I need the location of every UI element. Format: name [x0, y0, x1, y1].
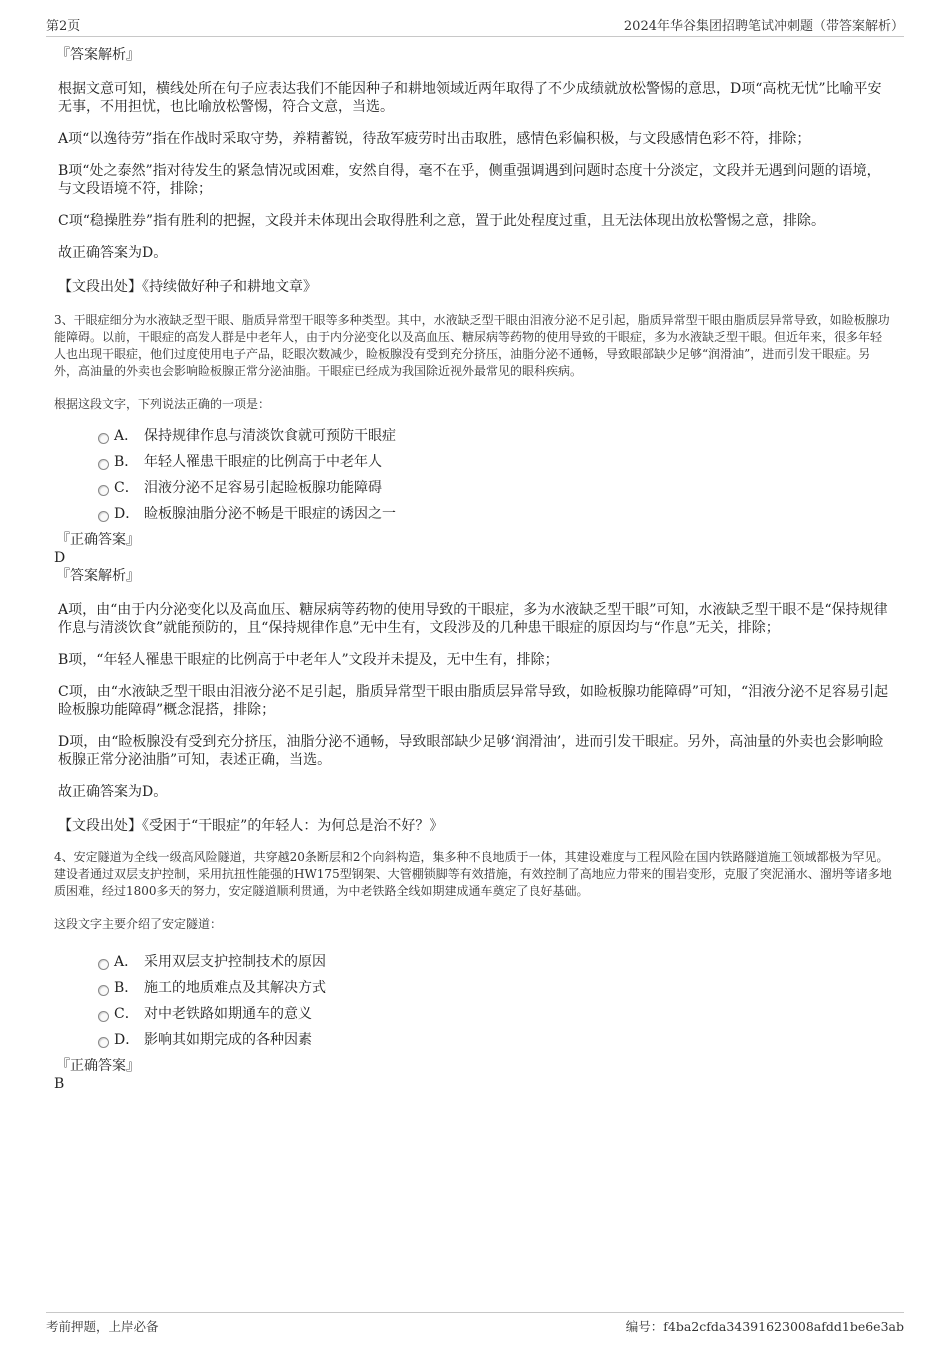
q3-options: [56, 423, 892, 527]
q3-option-a[interactable]: [56, 423, 892, 449]
option-text: 施工的地质难点及其解决方式: [144, 980, 326, 996]
q3-option-b[interactable]: [56, 449, 892, 475]
document-id: 编号：f4ba2cfda34391623008afdd1be6e3ab: [625, 1319, 904, 1334]
radio-icon[interactable]: [98, 433, 109, 444]
option-text: 泪液分泌不足容易引起睑板腺功能障碍: [144, 480, 382, 496]
q3-option-d[interactable]: [56, 501, 892, 527]
option-text: 保持规律作息与清淡饮食就可预防干眼症: [144, 428, 396, 444]
q3-question: 根据这段文字，下列说法正确的一项是：: [54, 397, 271, 411]
q3-analysis-para-a: A项，由“由于内分泌变化以及高血压、糖尿病等药物的使用导致的干眼症，多为水液缺乏型干眼”可知，水液缺乏型干眼不是“保持规律作息与清淡饮食”就能预防的，且“保持规律作息”无中生有，文段涉及的几种患干眼症的原因均与“作息”无关，排除；: [58, 602, 888, 636]
option-text: 睑板腺油脂分泌不畅是干眼症的诱因之一: [144, 506, 396, 522]
option-letter: C．: [114, 480, 139, 496]
footer-slogan: 考前押题，上岸必备: [46, 1319, 159, 1334]
option-letter: C．: [114, 1006, 139, 1022]
q3-analysis-label: 『答案解析』: [56, 568, 140, 584]
q4-answer: B: [54, 1076, 65, 1092]
q4-question: 这段文字主要介绍了安定隧道：: [54, 917, 223, 931]
option-text: 采用双层支护控制技术的原因: [144, 954, 326, 970]
q3-stem: 3、干眼症细分为水液缺乏型干眼、脂质异常型干眼等多种类型。其中，水液缺乏型干眼由泪液分泌不足引起，脂质异常型干眼由脂质层异常导致，如睑板腺功能障碍。以前，干眼症的高发人群是中老年人，由于内分泌变化以及高血压、糖尿病等药物的使用导致的干眼症，多为水液缺乏型干眼。但近年来，很多年轻人也出现干眼症，他们过度使用电子产品，眨眼次数减少，睑板腺没有受到充分挤压，油脂分泌不通畅，导致眼部缺少足够“润滑油”，进而引发干眼症。另外，高油量的外卖也会影响睑板腺正常分泌油脂。干眼症已经成为我国除近视外最常见的眼科疾病。: [54, 313, 890, 378]
q2-analysis-para-4: C项“稳操胜券”指有胜利的把握，文段并未体现出会取得胜利之意，置于此处程度过重，且无法体现出放松警惕之意，排除。: [58, 213, 826, 229]
q4-options: [56, 949, 892, 1053]
q4-option-c[interactable]: [56, 1001, 892, 1027]
q3-analysis-para-c: C项，由“水液缺乏型干眼由泪液分泌不足引起，脂质异常型干眼由脂质层异常导致，如睑板腺功能障碍”可知，“泪液分泌不足容易引起睑板腺功能障碍”概念混搭，排除；: [58, 684, 889, 718]
q3-option-c[interactable]: [56, 475, 892, 501]
document-body: [56, 46, 892, 1093]
q3-answer: D: [54, 550, 66, 566]
option-text: 影响其如期完成的各种因素: [144, 1032, 312, 1048]
q4-stem: 4、安定隧道为全线一级高风险隧道，共穿越20条断层和2个向斜构造，集多种不良地质于一体，其建设难度与工程风险在国内铁路隧道施工领域都极为罕见。建设者通过双层支护控制，采用抗扭性能强的HW175型钢架、大管棚锁脚等有效措施，有效控制了高地应力带来的围岩变形，克服了突泥涌水、溜坍等诸多地质困难，经过1800多天的努力，安定隧道顺利贯通，为中老铁路全线如期建成通车奠定了良好基础。: [54, 850, 892, 898]
q3-conclusion: 故正确答案为D。: [58, 784, 168, 800]
page-header: [46, 14, 904, 37]
radio-icon[interactable]: [98, 511, 109, 522]
radio-icon[interactable]: [98, 485, 109, 496]
q2-analysis-label: 『答案解析』: [56, 47, 140, 63]
q2-analysis-para-1: 根据文意可知，横线处所在句子应表达我们不能因种子和耕地领域近两年取得了不少成绩就放松警惕的意思，D项“高枕无忧”比喻平安无事，不用担忧，也比喻放松警惕，符合文意，当选。: [58, 81, 882, 115]
option-text: 年轻人罹患干眼症的比例高于中老年人: [144, 454, 382, 470]
q3-analysis-para-b: B项，“年轻人罹患干眼症的比例高于中老年人”文段并未提及，无中生有，排除；: [58, 652, 559, 668]
q3-answer-label: 『正确答案』: [56, 532, 140, 548]
document-title: 2024年华谷集团招聘笔试冲刺题（带答案解析）: [623, 19, 904, 34]
option-letter: B．: [114, 454, 139, 470]
q3-source: 【文段出处】《受困于“干眼症”的年轻人：为何总是治不好？》: [58, 818, 444, 834]
q2-source: 【文段出处】《持续做好种子和耕地文章》: [58, 279, 317, 295]
option-text: 对中老铁路如期通车的意义: [144, 1006, 312, 1022]
option-letter: B．: [114, 980, 139, 996]
q2-analysis-para-3: B项“处之泰然”指对待发生的紧急情况或困难，安然自得，毫不在乎，侧重强调遇到问题时态度十分淡定，文段并无遇到问题的语境，与文段语境不符，排除；: [58, 163, 881, 197]
radio-icon[interactable]: [98, 1037, 109, 1048]
radio-icon[interactable]: [98, 459, 109, 470]
q4-option-d[interactable]: [56, 1027, 892, 1053]
option-letter: A．: [114, 954, 139, 970]
q2-conclusion: 故正确答案为D。: [58, 245, 168, 261]
page-number: 第2页: [46, 19, 81, 34]
option-letter: D．: [114, 506, 140, 522]
q4-option-a[interactable]: [56, 949, 892, 975]
q4-answer-label: 『正确答案』: [56, 1058, 140, 1074]
option-letter: A．: [114, 428, 139, 444]
q4-option-b[interactable]: [56, 975, 892, 1001]
option-letter: D．: [114, 1032, 140, 1048]
radio-icon[interactable]: [98, 1011, 109, 1022]
page-footer: [46, 1312, 904, 1335]
q2-analysis-para-2: A项“以逸待劳”指在作战时采取守势，养精蓄锐，待敌军疲劳时出击取胜，感情色彩偏积极，与文段感情色彩不符，排除；: [58, 131, 811, 147]
radio-icon[interactable]: [98, 985, 109, 996]
radio-icon[interactable]: [98, 959, 109, 970]
q3-analysis-para-d: D项，由“睑板腺没有受到充分挤压，油脂分泌不通畅，导致眼部缺少足够‘润滑油’，进而引发干眼症。另外，高油量的外卖也会影响睑板腺正常分泌油脂”可知，表述正确，当选。: [58, 734, 884, 768]
